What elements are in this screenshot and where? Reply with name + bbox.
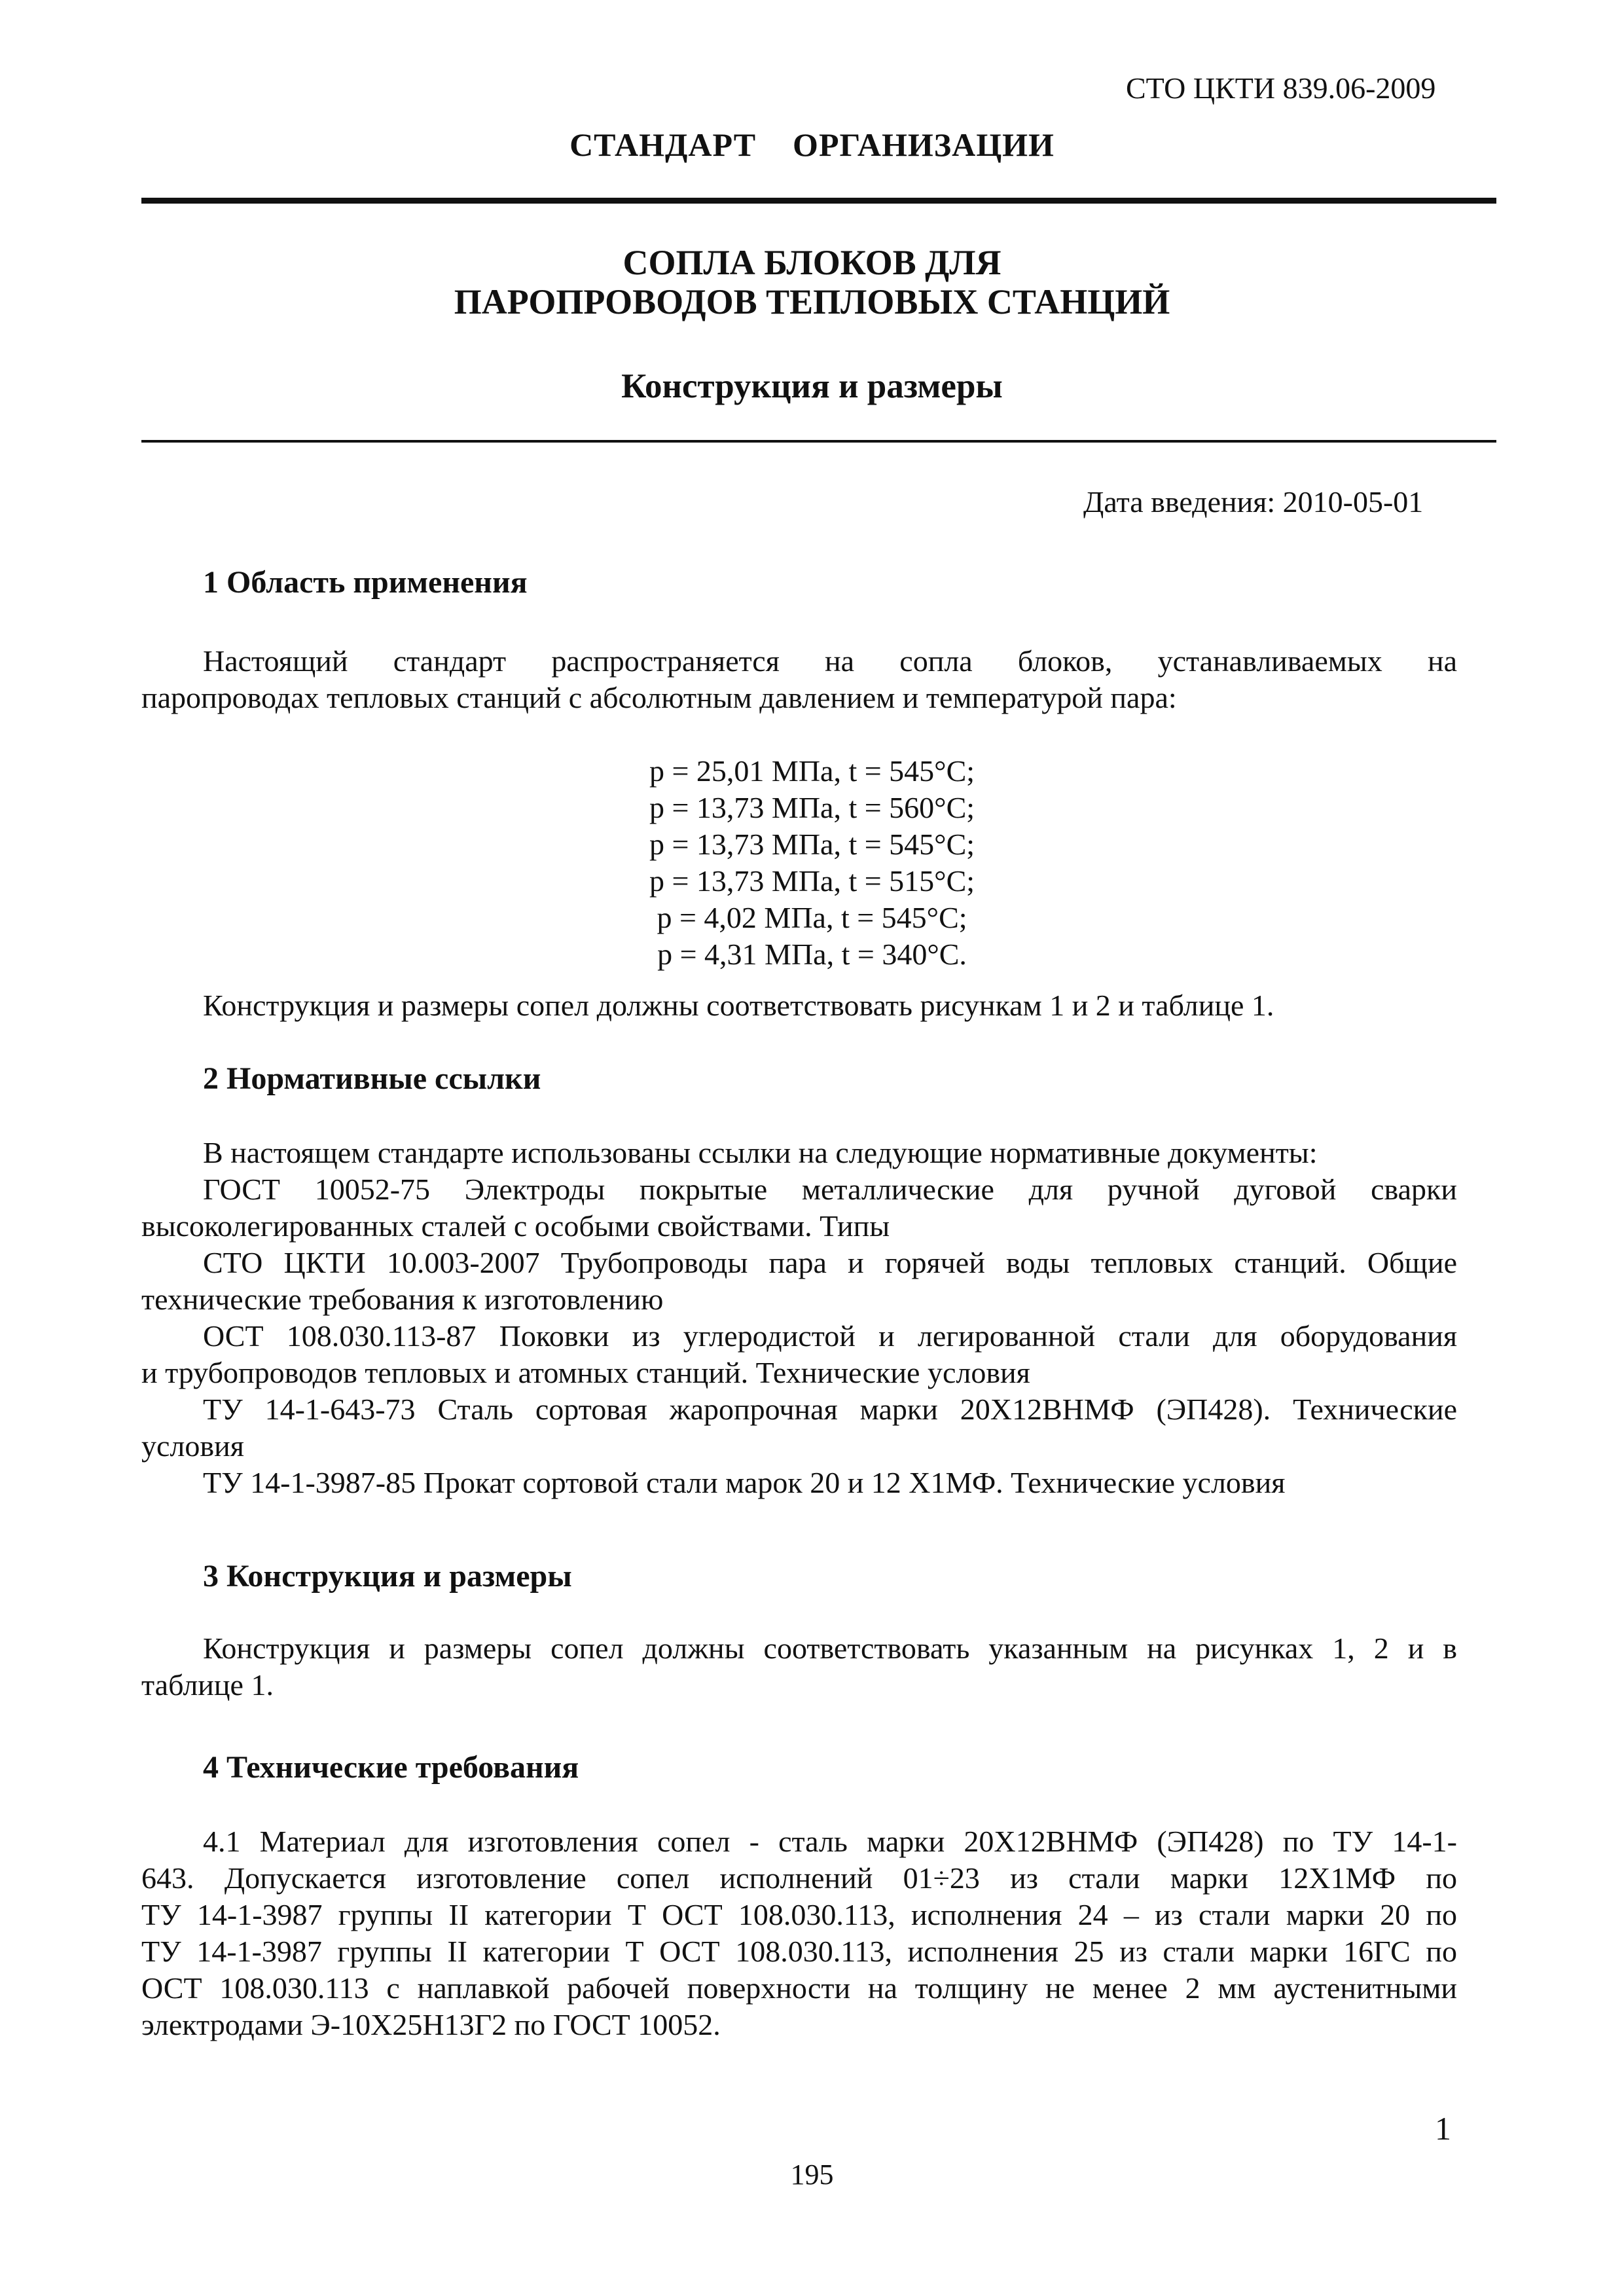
section-2-heading: 2 Нормативные ссылки <box>203 1061 541 1096</box>
reference-line: и трубопроводов тепловых и атомных станций. Технические условия <box>141 1356 1030 1389</box>
paragraph-line: Настоящий стандарт распространяется на сопла блоков, устанавливаемых на <box>203 644 1457 678</box>
steam-parameters-list <box>0 753 1624 973</box>
standard-organization-header <box>0 126 1624 164</box>
paragraph-line: ТУ 14-1-3987 группы II категории Т ОСТ 108.030.113, исполнения 25 из стали марки 16ГС по <box>141 1935 1457 1968</box>
reference-line: ТУ 14-1-643-73 Сталь сортовая жаропрочная марки 20Х12ВНМФ (ЭП428). Технические <box>203 1393 1457 1426</box>
paragraph-line: таблице 1. <box>141 1668 274 1702</box>
paragraph-line: Конструкция и размеры сопел должны соответствовать рисункам 1 и 2 и таблице 1. <box>203 989 1274 1022</box>
section-3-heading: 3 Конструкция и размеры <box>203 1559 572 1594</box>
steam-parameter-line: p = 4,31 МПа, t = 340°С. <box>657 938 967 971</box>
reference-line: высоколегированных сталей с особыми свойствами. Типы <box>141 1209 890 1243</box>
document-title-line-1: СОПЛА БЛОКОВ ДЛЯ <box>623 243 1001 282</box>
section-1-heading: 1 Область применения <box>203 565 528 600</box>
paragraph-line: электродами Э-10Х25Н13Г2 по ГОСТ 10052. <box>141 2008 721 2041</box>
section-1-paragraph <box>141 643 1457 716</box>
introduction-date: Дата введения: 2010-05-01 <box>1083 485 1424 519</box>
top-thick-rule <box>141 198 1496 204</box>
steam-parameter-line: p = 4,02 МПа, t = 545°С; <box>657 901 967 934</box>
reference-line: условия <box>141 1429 244 1463</box>
page-number: 1 <box>1435 2110 1451 2147</box>
reference-line: технические требования к изготовлению <box>141 1283 664 1316</box>
reference-line: ОСТ 108.030.113-87 Поковки из углеродистой и легированной стали для оборудования <box>203 1319 1457 1353</box>
section-1-closing <box>141 987 1457 1024</box>
section-4-paragraph <box>141 1823 1457 2043</box>
steam-parameter-line: p = 13,73 МПа, t = 545°С; <box>649 828 975 861</box>
reference-line: ТУ 14-1-3987-85 Прокат сортовой стали марок 20 и 12 Х1МФ. Технические условия <box>203 1466 1286 1499</box>
reference-line: СТО ЦКТИ 10.003-2007 Трубопроводы пара и горячей воды тепловых станций. Общие <box>203 1246 1457 1279</box>
paragraph-line: 643. Допускается изготовление сопел исполнений 01÷23 из стали марки 12Х1МФ по <box>141 1861 1457 1895</box>
sheet-number: 195 <box>790 2159 834 2191</box>
reference-line: В настоящем стандарте использованы ссылки на следующие нормативные документы: <box>203 1136 1318 1169</box>
section-4-heading: 4 Технические требования <box>203 1750 579 1785</box>
document-code: СТО ЦКТИ 839.06-2009 <box>1126 71 1436 105</box>
organization-word: ОРГАНИЗАЦИИ <box>793 126 1055 163</box>
document-subtitle: Конструкция и размеры <box>621 367 1003 405</box>
paragraph-line: ОСТ 108.030.113 с наплавкой рабочей поверхности на толщину не менее 2 мм аустенитными <box>141 1971 1457 2005</box>
steam-parameter-line: p = 25,01 МПа, t = 545°С; <box>649 754 975 788</box>
document-title-line-2: ПАРОПРОВОДОВ ТЕПЛОВЫХ СТАНЦИЙ <box>454 282 1170 321</box>
section-2-references <box>141 1135 1457 1501</box>
standard-word: СТАНДАРТ <box>569 126 757 163</box>
reference-line: ГОСТ 10052-75 Электроды покрытые металлические для ручной дуговой сварки <box>203 1173 1457 1206</box>
steam-parameter-line: p = 13,73 МПа, t = 560°С; <box>649 791 975 824</box>
section-3-paragraph <box>141 1630 1457 1704</box>
paragraph-line: ТУ 14-1-3987 группы II категории Т ОСТ 108.030.113, исполнения 24 – из стали марки 20 по <box>141 1898 1457 1931</box>
paragraph-line: 4.1 Материал для изготовления сопел - сталь марки 20Х12ВНМФ (ЭП428) по ТУ 14-1- <box>203 1825 1457 1858</box>
paragraph-line: паропроводах тепловых станций с абсолютным давлением и температурой пара: <box>141 681 1177 714</box>
paragraph-line: Конструкция и размеры сопел должны соответствовать указанным на рисунках 1, 2 и в <box>203 1631 1457 1665</box>
steam-parameter-line: p = 13,73 МПа, t = 515°С; <box>649 864 975 898</box>
title-bottom-rule <box>141 440 1496 443</box>
